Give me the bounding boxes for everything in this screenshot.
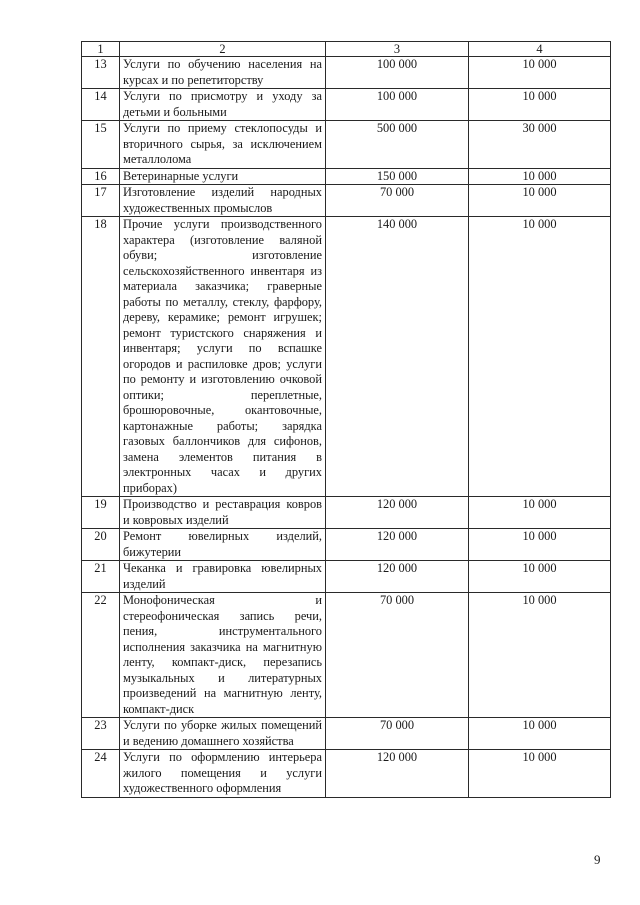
service-name: Монофоническая и стереофоническая запись речи, пения, инструментального исполнения заказчика на магнитную ленту, компакт-диск, перезапись музыкальных и литературных произведений на магнитную ленту, компакт-диск — [120, 593, 326, 718]
value-col-3: 150 000 — [326, 168, 469, 185]
service-name: Производство и реставрация ковров и ковровых изделий — [120, 497, 326, 529]
table-row — [82, 185, 611, 217]
value-col-4: 10 000 — [469, 217, 611, 497]
service-name: Услуги по оформлению интерьера жилого помещения и услуги художественного оформления — [120, 750, 326, 798]
service-name: Услуги по уборке жилых помещений и ведению домашнего хозяйства — [120, 718, 326, 750]
service-name: Изготовление изделий народных художественных промыслов — [120, 185, 326, 217]
table-row — [82, 718, 611, 750]
table-row — [82, 121, 611, 169]
value-col-4: 10 000 — [469, 185, 611, 217]
service-name: Прочие услуги производственного характера (изготовление валяной обуви; изготовление сельскохозяйственного инвентаря из материала заказчика; граверные работы по металлу, стеклу, фарфору, дереву, керамике; ремонт игрушек; ремонт туристского снаряжения и инвентаря; услуги по вспашке огородов и распиловке дров; услуги по ремонту и изготовлению очковой оптики; переплетные, брошюровочные, окантовочные, картонажные работы; зарядка газовых баллончиков для сифонов, замена элементов питания в электронных часах и других приборах) — [120, 217, 326, 497]
value-col-4: 10 000 — [469, 57, 611, 89]
page-number: 9 — [594, 852, 601, 867]
value-col-4: 30 000 — [469, 121, 611, 169]
value-col-3: 120 000 — [326, 750, 469, 798]
value-col-3: 70 000 — [326, 593, 469, 718]
service-name: Чеканка и гравировка ювелирных изделий — [120, 561, 326, 593]
value-col-3: 100 000 — [326, 89, 469, 121]
table-row — [82, 57, 611, 89]
table-row — [82, 593, 611, 718]
value-col-3: 140 000 — [326, 217, 469, 497]
table-row — [82, 168, 611, 185]
service-name: Ветеринарные услуги — [120, 168, 326, 185]
table-row — [82, 529, 611, 561]
value-col-3: 70 000 — [326, 718, 469, 750]
service-name: Услуги по обучению населения на курсах и по репетиторству — [120, 57, 326, 89]
table-row — [82, 497, 611, 529]
row-number: 19 — [82, 497, 120, 529]
table-row — [82, 89, 611, 121]
header-col-1: 1 — [82, 42, 120, 57]
value-col-4: 10 000 — [469, 497, 611, 529]
value-col-3: 500 000 — [326, 121, 469, 169]
value-col-4: 10 000 — [469, 168, 611, 185]
value-col-4: 10 000 — [469, 89, 611, 121]
table-row — [82, 750, 611, 798]
header-col-4: 4 — [469, 42, 611, 57]
row-number: 22 — [82, 593, 120, 718]
value-col-4: 10 000 — [469, 750, 611, 798]
header-col-3: 3 — [326, 42, 469, 57]
value-col-3: 120 000 — [326, 529, 469, 561]
table-header-row — [82, 42, 611, 57]
row-number: 21 — [82, 561, 120, 593]
service-name: Услуги по присмотру и уходу за детьми и больными — [120, 89, 326, 121]
value-col-3: 70 000 — [326, 185, 469, 217]
services-table — [81, 41, 611, 798]
row-number: 14 — [82, 89, 120, 121]
row-number: 20 — [82, 529, 120, 561]
value-col-4: 10 000 — [469, 593, 611, 718]
table-row — [82, 217, 611, 497]
value-col-3: 100 000 — [326, 57, 469, 89]
value-col-4: 10 000 — [469, 529, 611, 561]
row-number: 15 — [82, 121, 120, 169]
value-col-4: 10 000 — [469, 561, 611, 593]
value-col-3: 120 000 — [326, 497, 469, 529]
header-col-2: 2 — [120, 42, 326, 57]
row-number: 17 — [82, 185, 120, 217]
service-name: Услуги по приему стеклопосуды и вторичного сырья, за исключением металлолома — [120, 121, 326, 169]
row-number: 16 — [82, 168, 120, 185]
row-number: 24 — [82, 750, 120, 798]
value-col-3: 120 000 — [326, 561, 469, 593]
row-number: 13 — [82, 57, 120, 89]
value-col-4: 10 000 — [469, 718, 611, 750]
table-row — [82, 561, 611, 593]
service-name: Ремонт ювелирных изделий, бижутерии — [120, 529, 326, 561]
row-number: 23 — [82, 718, 120, 750]
row-number: 18 — [82, 217, 120, 497]
